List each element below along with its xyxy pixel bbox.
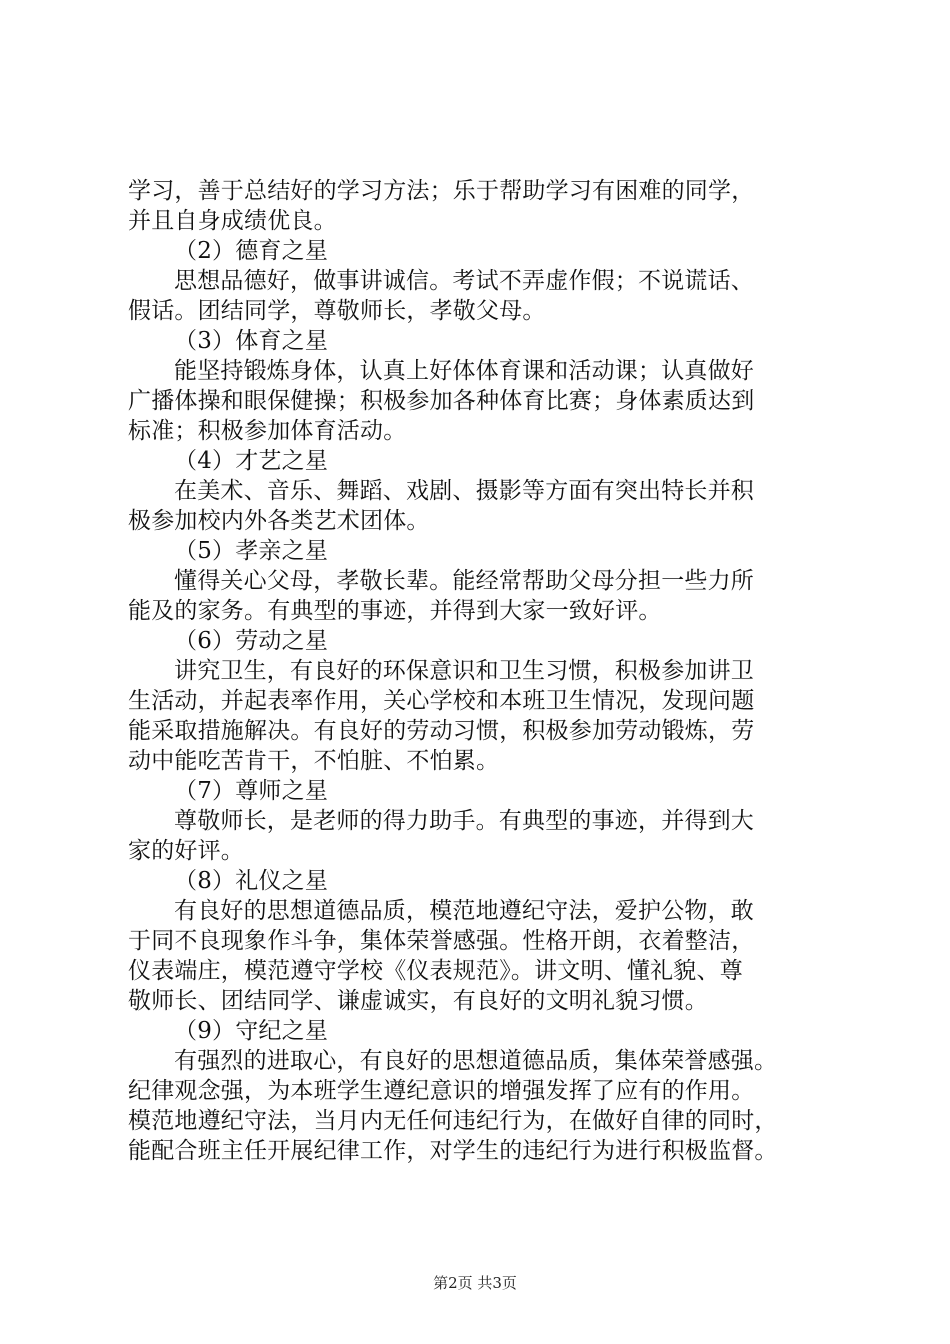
paragraph-line: 生活动，并起表率作用，关心学校和本班卫生情况，发现问题 [128, 688, 755, 714]
paragraph-line: 并且自身成绩优良。 [128, 208, 337, 234]
section-heading: （4）才艺之星 [174, 448, 329, 474]
paragraph-line: 敬师长、团结同学、谦虚诚实，有良好的文明礼貌习惯。 [128, 988, 708, 1014]
paragraph-line: 能配合班主任开展纪律工作，对学生的违纪行为进行积极监督。 [128, 1138, 778, 1164]
paragraph-line: 能坚持锻炼身体，认真上好体体育课和活动课；认真做好 [174, 358, 754, 384]
section-heading: （3）体育之星 [174, 328, 329, 354]
paragraph-line: 能及的家务。有典型的事迹，并得到大家一致好评。 [128, 598, 662, 624]
section-heading: （6）劳动之星 [174, 628, 329, 654]
section-heading: （5）孝亲之星 [174, 538, 329, 564]
section-heading: （8）礼仪之星 [174, 868, 329, 894]
paragraph-line: 极参加校内外各类艺术团体。 [128, 508, 430, 534]
page-footer: 第2页 共3页 [433, 1274, 517, 1292]
paragraph-line: 模范地遵纪守法，当月内无任何违纪行为，在做好自律的同时， [128, 1108, 778, 1134]
paragraph-line: 讲究卫生，有良好的环保意识和卫生习惯，积极参加讲卫 [174, 658, 754, 684]
paragraph-line: 假话。团结同学，尊敬师长，孝敬父母。 [128, 298, 546, 324]
paragraph-line: 能采取措施解决。有良好的劳动习惯，积极参加劳动锻炼，劳 [128, 718, 755, 744]
paragraph-line: 学习，善于总结好的学习方法；乐于帮助学习有困难的同学， [128, 178, 755, 204]
section-heading: （2）德育之星 [174, 238, 329, 264]
paragraph-line: 于同不良现象作斗争，集体荣誉感强。性格开朗，衣着整洁， [128, 928, 755, 954]
paragraph-line: 家的好评。 [128, 838, 244, 864]
paragraph-line: 广播体操和眼保健操；积极参加各种体育比赛；身体素质达到 [128, 388, 755, 414]
paragraph-line: 标准；积极参加体育活动。 [128, 418, 407, 444]
paragraph-line: 纪律观念强，为本班学生遵纪意识的增强发挥了应有的作用。 [128, 1078, 755, 1104]
paragraph-line: 有强烈的进取心，有良好的思想道德品质，集体荣誉感强。 [174, 1048, 778, 1074]
paragraph-line: 尊敬师长，是老师的得力助手。有典型的事迹，并得到大 [174, 808, 754, 834]
paragraph-line: 思想品德好，做事讲诚信。考试不弄虚作假；不说谎话、 [174, 268, 754, 294]
document-body [128, 176, 848, 1166]
paragraph-line: 有良好的思想道德品质，模范地遵纪守法，爱护公物，敢 [174, 898, 754, 924]
paragraph-line: 仪表端庄，模范遵守学校《仪表规范》。讲文明、懂礼貌、尊 [128, 958, 743, 984]
section-heading: （7）尊师之星 [174, 778, 329, 804]
section-heading: （9）守纪之星 [174, 1018, 329, 1044]
paragraph-line: 动中能吃苦肯干，不怕脏、不怕累。 [128, 748, 500, 774]
paragraph-line: 在美术、音乐、舞蹈、戏剧、摄影等方面有突出特长并积 [174, 478, 754, 504]
paragraph-line: 懂得关心父母，孝敬长辈。能经常帮助父母分担一些力所 [174, 568, 754, 594]
